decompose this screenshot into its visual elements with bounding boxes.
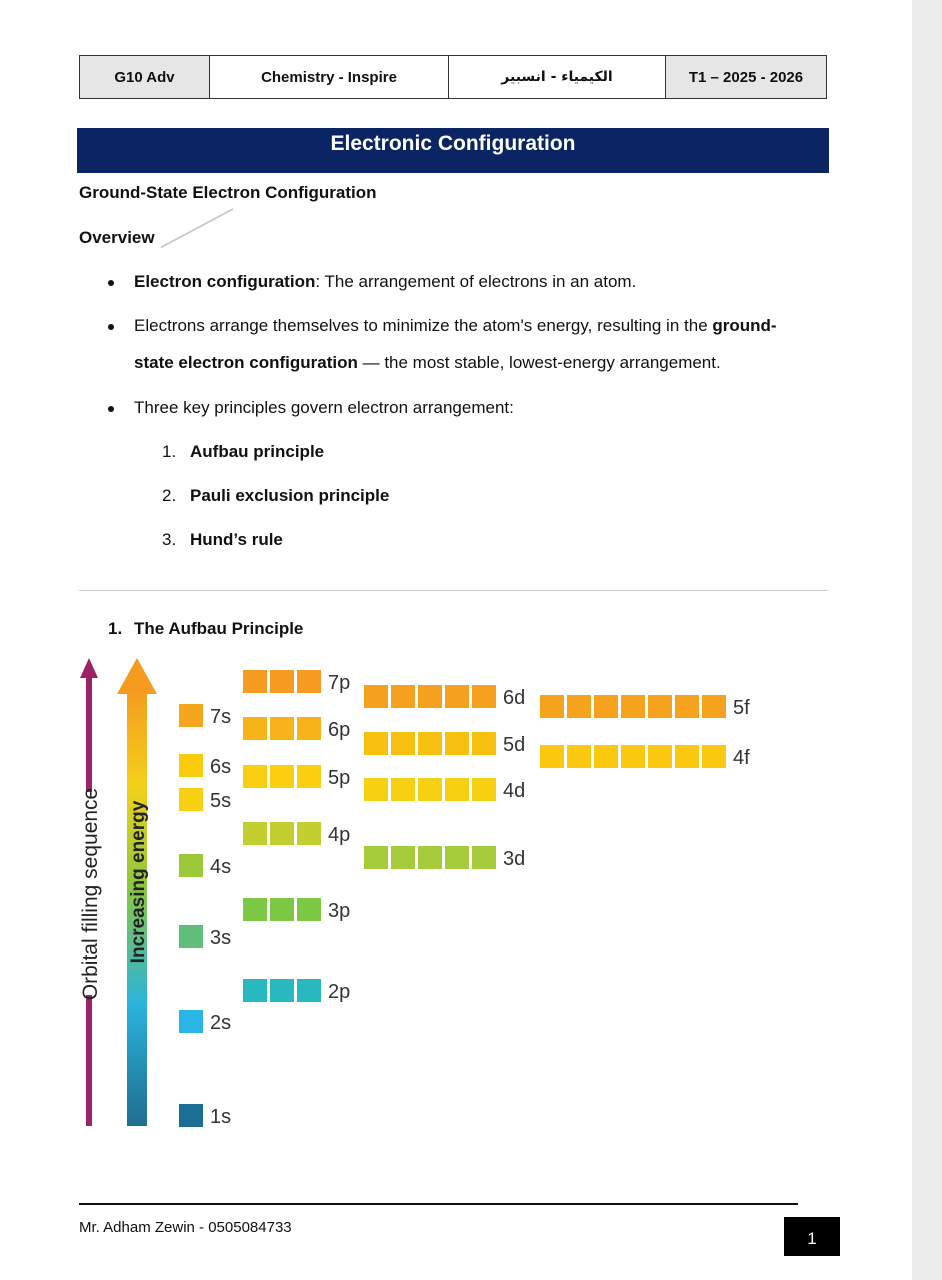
sublevel-5f [540, 695, 750, 719]
orbital-box [540, 745, 564, 768]
aufbau-heading: The Aufbau Principle [134, 619, 304, 638]
orbital-box [243, 765, 267, 788]
subject-cell: Chemistry - Inspire [210, 56, 449, 99]
sublevel-1s [179, 1104, 231, 1128]
orbital-box [364, 732, 388, 755]
orbital-box [702, 695, 726, 718]
bullet-text: — the most stable, lowest-energy arrangement. [357, 353, 721, 372]
sublevel-5p [243, 765, 350, 789]
orbital-box [621, 745, 645, 768]
sublevel-label: 4p [328, 824, 351, 846]
orbital-box [297, 765, 321, 788]
orbital-box [567, 745, 591, 768]
sublevel-label: 4d [503, 780, 526, 802]
footer-divider [79, 1203, 798, 1205]
orbital-filling-label: Orbital filling sequence [79, 787, 102, 1001]
orbital-box [472, 846, 496, 869]
sublevel-label: 6p [328, 719, 351, 741]
sublevel-label: 7p [328, 672, 351, 694]
orbital-box [297, 717, 321, 740]
orbital-box [702, 745, 726, 768]
bullet-term: ground- [712, 316, 777, 335]
orbital-box [391, 685, 415, 708]
sublevel-6p [243, 717, 350, 741]
orbital-box [179, 1104, 203, 1127]
principle-number: 3. [162, 530, 177, 549]
sublevel-7s [179, 704, 231, 728]
sublevel-4s [179, 854, 231, 878]
sublevel-label: 1s [210, 1106, 232, 1128]
bullet-term: state electron configuration [134, 353, 358, 372]
bullet-electron-configuration [134, 272, 636, 292]
sublevel-label: 7s [210, 706, 232, 728]
sublevel-label: 5p [328, 767, 351, 789]
sublevel-6s [179, 754, 231, 778]
orbital-box [297, 670, 321, 693]
orbital-box [445, 778, 469, 801]
sublevel-label: 4s [210, 856, 232, 878]
principle-hund: Hund’s rule [190, 530, 283, 549]
sublevel-4f [540, 745, 750, 769]
principle-number: 1. [162, 442, 177, 461]
orbital-box [540, 695, 564, 718]
sublevel-4d [364, 778, 525, 802]
orbital-box [418, 732, 442, 755]
orbital-box [243, 717, 267, 740]
orbital-box [364, 846, 388, 869]
orbital-box [179, 854, 203, 877]
orbital-box [243, 670, 267, 693]
bullet-minimize-energy-line1 [134, 316, 777, 336]
sublevel-label: 4f [733, 747, 750, 769]
orbital-box [445, 685, 469, 708]
orbital-box [418, 778, 442, 801]
sublevel-label: 6d [503, 687, 526, 709]
sublevel-2s [179, 1010, 231, 1034]
orbital-box [445, 732, 469, 755]
orbital-box [179, 754, 203, 777]
bullet-minimize-energy-line2 [134, 353, 721, 373]
bullet-term: Electron configuration [134, 272, 316, 291]
sublevel-label: 3s [210, 927, 232, 949]
orbital-box [243, 979, 267, 1002]
orbital-box [297, 898, 321, 921]
sublevel-5d [364, 732, 525, 756]
orbital-box [297, 979, 321, 1002]
orbital-box [621, 695, 645, 718]
page-number: 1 [784, 1217, 840, 1256]
orbital-box [179, 1010, 203, 1033]
sublevel-label: 5f [733, 697, 750, 719]
orbital-box [472, 732, 496, 755]
sublevel-3p [243, 898, 350, 922]
increasing-energy-arrow [117, 658, 157, 1126]
section-heading: Ground-State Electron Configuration [79, 183, 377, 202]
aufbau-diagram [60, 650, 860, 1140]
orbital-box [179, 704, 203, 727]
orbital-box [472, 778, 496, 801]
sublevel-3d [364, 846, 525, 870]
orbital-box [594, 745, 618, 768]
sublevel-label: 2s [210, 1012, 232, 1034]
footer-author: Mr. Adham Zewin - 0505084733 [79, 1219, 292, 1236]
header-table [79, 55, 827, 99]
principle-aufbau: Aufbau principle [190, 442, 325, 461]
term-cell: T1 – 2025 - 2026 [666, 56, 827, 99]
grade-cell: G10 Adv [80, 56, 210, 99]
sublevel-5s [179, 788, 231, 812]
sublevel-label: 2p [328, 981, 351, 1003]
orbital-box [270, 898, 294, 921]
overview-heading: Overview [79, 228, 155, 247]
bullet-text: : The arrangement of electrons in an atom. [315, 272, 637, 291]
orbital-box [364, 778, 388, 801]
orbital-box [179, 925, 203, 948]
orbital-box [243, 898, 267, 921]
sublevel-group [179, 670, 750, 1128]
increasing-energy-label: Increasing energy [128, 800, 149, 964]
sublevel-6d [364, 685, 525, 709]
orbital-filling-arrow [79, 658, 102, 1126]
sublevel-label: 5s [210, 790, 232, 812]
sublevel-3s [179, 925, 231, 949]
orbital-box [418, 846, 442, 869]
sublevel-2p [243, 979, 350, 1003]
orbital-box [675, 695, 699, 718]
bullet-key-principles: Three key principles govern electron arrangement: [134, 398, 514, 417]
orbital-box [270, 717, 294, 740]
orbital-box [648, 695, 672, 718]
orbital-box [391, 846, 415, 869]
orbital-box [594, 695, 618, 718]
watermark: ⸻ [147, 190, 241, 266]
sublevel-label: 3d [503, 848, 526, 870]
orbital-box [297, 822, 321, 845]
bullet-dot [108, 280, 114, 286]
aufbau-number: 1. [108, 619, 123, 638]
subject-arabic-cell: الكيمياء - انسبير [449, 56, 666, 99]
orbital-box [364, 685, 388, 708]
sublevel-label: 3p [328, 900, 351, 922]
orbital-box [445, 846, 469, 869]
orbital-box [179, 788, 203, 811]
orbital-box [270, 979, 294, 1002]
orbital-box [391, 778, 415, 801]
orbital-box [567, 695, 591, 718]
orbital-box [472, 685, 496, 708]
orbital-box [270, 765, 294, 788]
sublevel-4p [243, 822, 350, 846]
orbital-box [648, 745, 672, 768]
principle-pauli: Pauli exclusion principle [190, 486, 390, 505]
bullet-dot [108, 324, 114, 330]
bullet-text: Electrons arrange themselves to minimize the atom's energy, resulting in the [134, 316, 713, 335]
principle-number: 2. [162, 486, 177, 505]
orbital-box [418, 685, 442, 708]
orbital-box [243, 822, 267, 845]
sublevel-label: 5d [503, 734, 526, 756]
orbital-box [270, 670, 294, 693]
page-title: Electronic Configuration [77, 128, 829, 173]
orbital-box [675, 745, 699, 768]
section-divider [79, 590, 827, 591]
sublevel-7p [243, 670, 350, 694]
bullet-dot [108, 406, 114, 412]
orbital-box [391, 732, 415, 755]
sublevel-label: 6s [210, 756, 232, 778]
page-margin-strip [912, 0, 942, 1280]
orbital-box [270, 822, 294, 845]
